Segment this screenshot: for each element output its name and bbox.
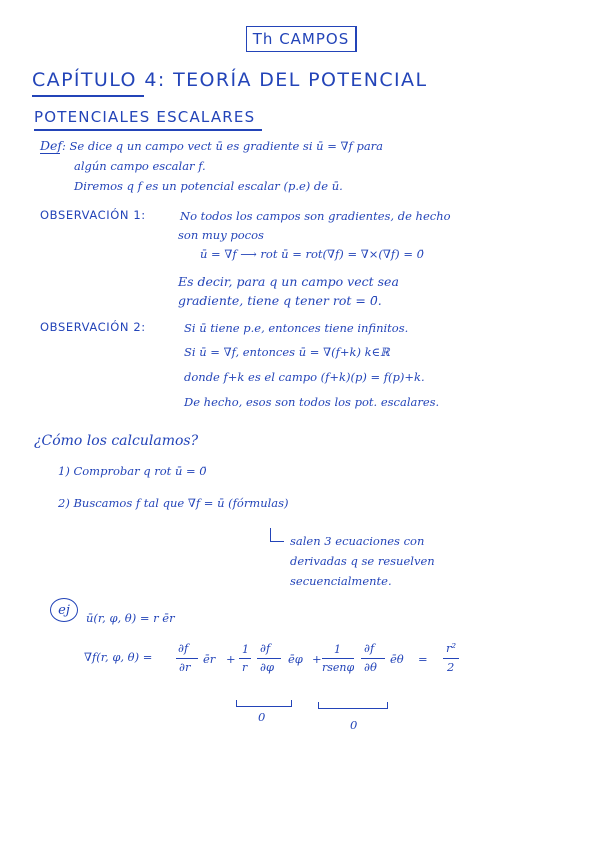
term3-coef-denominator: rsenφ bbox=[322, 661, 355, 674]
note-arrow-vertical bbox=[270, 528, 271, 542]
observation-1-line-5: gradiente, tiene q tener rot = 0̄. bbox=[178, 293, 382, 308]
term3-numerator: ∂f bbox=[364, 641, 375, 655]
howto-note-line-3: secuencialmente. bbox=[290, 574, 392, 588]
underbrace-term3 bbox=[318, 702, 388, 709]
term3-fraction-bar bbox=[361, 658, 385, 659]
term2-numerator: ∂f bbox=[260, 641, 271, 655]
definition-line-1: : Se dice q un campo vect ū es gradiente si ū = ∇f para bbox=[62, 139, 384, 153]
example-marker: ej bbox=[50, 598, 78, 622]
term3-coef-numerator: 1 bbox=[334, 643, 341, 656]
page-header-title: Th CAMPOS bbox=[246, 26, 357, 52]
note-arrow-horizontal bbox=[270, 541, 284, 542]
howto-question: ¿Cómo los calculamos? bbox=[34, 433, 199, 449]
howto-note-line-2: derivadas q se resuelven bbox=[290, 554, 435, 568]
definition-line-2: algún campo escalar f. bbox=[74, 159, 206, 173]
example-gradient-lhs: ∇f(r, φ, θ) = bbox=[84, 650, 153, 664]
underbrace-term2-value: 0 bbox=[258, 710, 266, 724]
observation-2-line-3: donde f+k es el campo (f+k)(p) = f(p)+k. bbox=[184, 370, 425, 384]
underbrace-term2 bbox=[236, 700, 292, 707]
term2-coef-denominator: r bbox=[242, 661, 248, 674]
term3-coef-bar bbox=[322, 658, 354, 659]
section-title: POTENCIALES ESCALARES bbox=[34, 108, 256, 126]
observation-2-line-4: De hecho, esos son todos los pot. escalares. bbox=[184, 395, 440, 409]
observation-1-line-2: son muy pocos bbox=[178, 228, 264, 242]
equals-sign: = bbox=[418, 652, 428, 666]
rhs-fraction-bar bbox=[443, 658, 459, 659]
observation-1-label: OBSERVACIÓN 1: bbox=[40, 208, 146, 222]
observation-2-line-2: Si ū = ∇f, entonces ū = ∇(f+k) k∈ℝ bbox=[184, 345, 390, 359]
term2-unit-vector: ēφ bbox=[288, 652, 303, 666]
chapter-title: CAPÍTULO 4: TEORÍA DEL POTENCIAL bbox=[32, 69, 428, 91]
term2-fraction-bar bbox=[257, 658, 281, 659]
term1-fraction-bar bbox=[176, 658, 198, 659]
definition-underline bbox=[40, 153, 60, 154]
rhs-denominator: 2 bbox=[447, 660, 455, 674]
chapter-underline bbox=[32, 95, 144, 97]
observation-2-line-1: Si ū tiene p.e, entonces tiene infinitos. bbox=[184, 321, 409, 335]
definition-line-3: Diremos q f es un potencial escalar (p.e) de ū. bbox=[74, 179, 343, 193]
term2-denominator: ∂φ bbox=[260, 660, 274, 674]
term1-unit-vector: ēr bbox=[203, 652, 216, 666]
howto-note-line-1: salen 3 ecuaciones con bbox=[290, 534, 425, 548]
observation-1-line-3: ū = ∇f ⟶ rot ū = rot(∇f) = ∇×(∇f) = 0̄ bbox=[200, 247, 424, 261]
howto-step-1: 1) Comprobar q rot ū = 0̄ bbox=[58, 464, 207, 478]
term3-denominator: ∂θ bbox=[364, 660, 377, 674]
term2-coef-bar bbox=[239, 658, 251, 659]
rhs-numerator: r² bbox=[446, 641, 457, 655]
definition-label: Def bbox=[40, 138, 63, 153]
plus-sign-1: + bbox=[226, 652, 236, 666]
plus-sign-2: + bbox=[312, 652, 322, 666]
underbrace-term3-value: 0 bbox=[350, 718, 358, 732]
term1-denominator: ∂r bbox=[179, 660, 191, 674]
observation-1-line-1: No todos los campos son gradientes, de hecho bbox=[180, 209, 451, 223]
example-field: ū(r, φ, θ) = r ēr bbox=[86, 611, 175, 625]
howto-step-2: 2) Buscamos f tal que ∇f = ū (fórmulas) bbox=[58, 496, 289, 510]
term2-coef-numerator: 1 bbox=[242, 643, 249, 656]
section-underline bbox=[34, 129, 262, 131]
observation-1-line-4: Es decir, para q un campo vect sea bbox=[178, 274, 399, 289]
observation-2-label: OBSERVACIÓN 2: bbox=[40, 320, 146, 334]
term1-numerator: ∂f bbox=[178, 641, 189, 655]
term3-unit-vector: ēθ bbox=[390, 652, 404, 666]
